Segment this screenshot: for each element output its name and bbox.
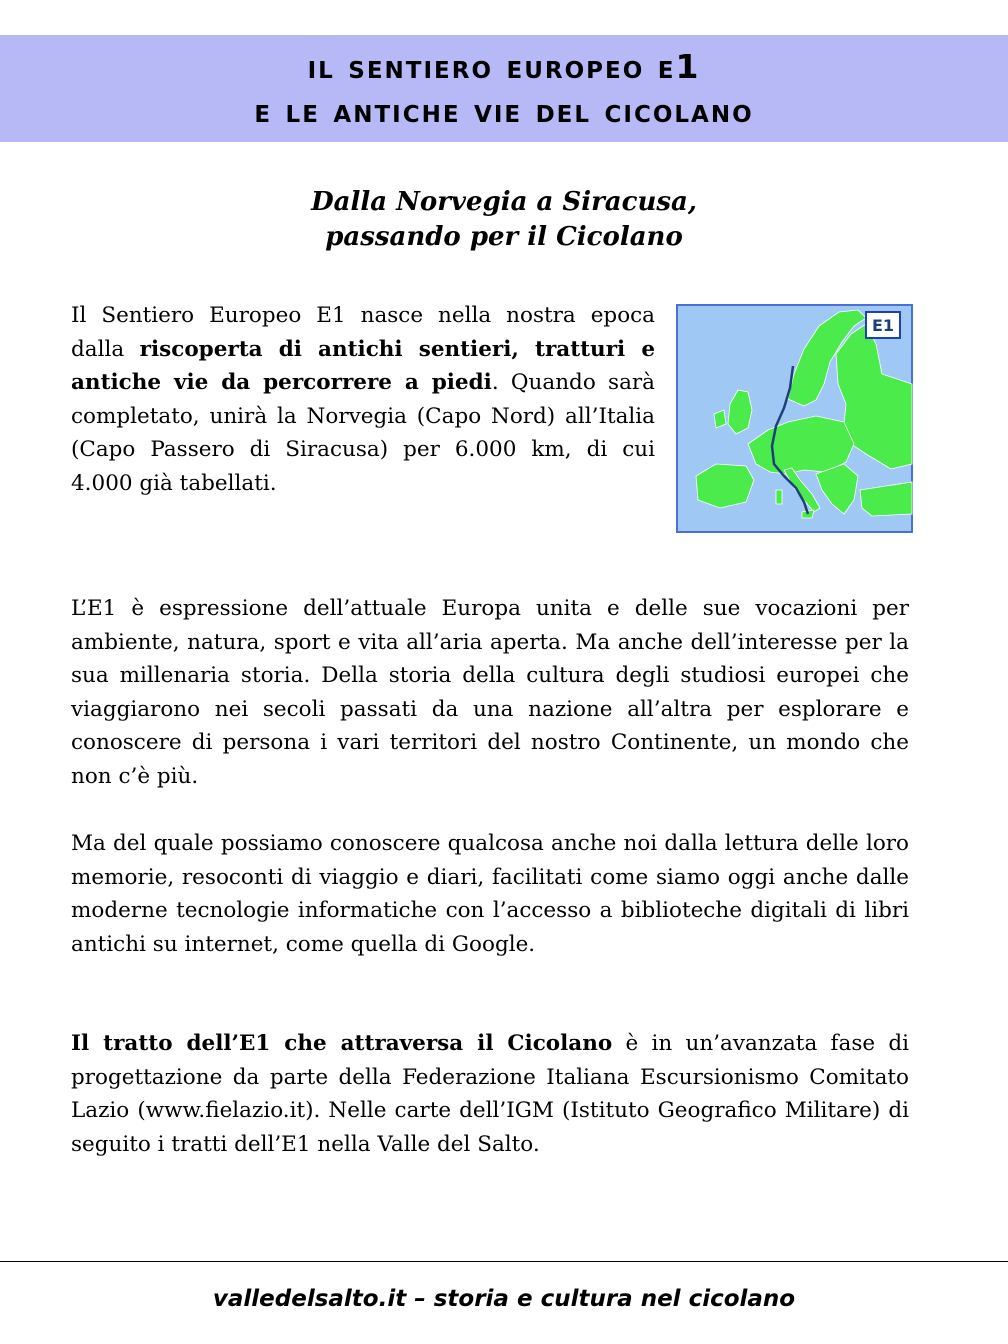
subtitle [0,185,1008,255]
cicolano-text: è in un’avanzata fase di progettazione da parte della Federazione Italiana Escursionismo Comitato Lazio (www.fielazio.it). Nelle carte dell’IGM (Istituto Geografico Militare) di seguito i tratti dell’E1 nella Valle del Salto. [71,1031,909,1157]
subtitle-line-2: passando per il Cicolano [325,222,683,252]
title-line-2: e le antiche vie del cicolano [254,90,754,130]
paragraph-europe: L’E1 è espressione dell’attuale Europa unita e delle sue vocazioni per ambiente, natura, sport e vita all’aria aperta. Ma anche dell’interesse per la sua millenaria storia. Della storia della cultura degli studiosi europei che viaggiarono nei secoli passati da una nazione all’altra per esplorare e conoscere di persona i vari territori del nostro Continente, un mondo che non c’è più. [71,596,909,789]
title-line-1: il sentiero europeo e1 [307,46,701,86]
title-banner [0,35,1008,142]
subtitle-line-1: Dalla Norvegia a Siracusa, [311,187,697,217]
intro-paragraph [71,299,655,500]
footer-divider [0,1261,1008,1262]
cicolano-bold-text: Il tratto dell’E1 che attraversa il Cicolano [71,1031,613,1056]
e1-badge-label: E1 [871,316,895,335]
intro-text-1: Il Sentiero Europeo E1 nasce nella nostra epoca dalla [71,303,655,362]
intro-text-2: . Quando sarà completato, unirà la Norvegia (Capo Nord) all’Italia (Capo Passero di Siracusa) per 6.000 km, di cui 4.000 già tabellati. [71,370,655,496]
intro-bold-text: riscoperta di antichi sentieri, tratturi e antiche vie da percorrere a piedi [71,336,655,395]
paragraph-cicolano [71,1027,909,1161]
paragraph-memories: Ma del quale possiamo conoscere qualcosa anche noi dalla lettura delle loro memorie, resoconti di viaggio e diari, facilitati come siamo oggi anche dalle moderne tecnologie informatiche con l’accesso a biblioteche digitali di libri antichi su internet, come quella di Google. [71,831,909,957]
europe-e1-map [676,304,913,533]
footer-text: valledelsalto.it – storia e cultura nel cicolano [212,1286,796,1312]
